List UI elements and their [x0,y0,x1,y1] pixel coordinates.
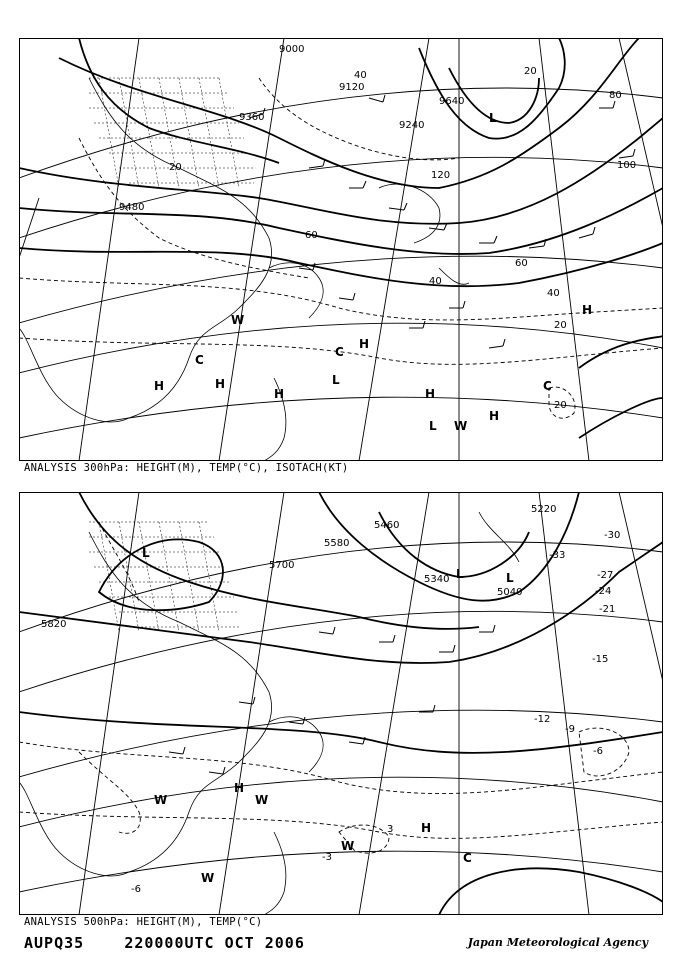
contour-label: 5040 [497,587,523,598]
high-center: H [489,409,500,423]
isotach-label: 40 [429,276,442,287]
high-center: H [234,781,245,795]
warm-center: W [201,871,215,885]
temp-label: -9 [565,724,575,735]
temp-label: -6 [593,746,603,757]
temp-label: -24 [595,586,612,597]
map-500hpa-graphics [19,492,663,915]
chart-datetime: 220000UTC OCT 2006 [124,934,305,952]
low-center: L [489,111,497,125]
wind-barbs [249,95,635,348]
analysis-300hpa-map [19,38,663,461]
chart-code: AUPQ35 [24,934,85,952]
temp-label: -3 [322,852,332,863]
analysis-500hpa-map [19,492,663,915]
warm-center: W [454,419,468,433]
isotach-label: 120 [431,170,451,181]
temp-label: -12 [534,714,551,725]
cold-center: C [463,851,472,865]
cold-center: C [195,353,204,367]
warm-center: W [231,313,245,327]
contour-label: 5820 [41,619,67,630]
agency-name: Japan Meteorological Agency [467,936,648,949]
temp-label: -6 [131,884,141,895]
warm-center: W [341,839,355,853]
isotach-label: 100 [617,160,637,171]
contour-label: 9360 [239,112,265,123]
isotach-label: 60 [515,258,528,269]
isotach-label: 80 [609,90,622,101]
isotherm-contours [19,522,663,853]
coastlines [19,78,469,461]
high-center: H [154,379,165,393]
chart-identifier [24,934,305,952]
high-center: H [215,377,226,391]
isotach-label: 20 [554,400,567,411]
high-center: H [359,337,370,351]
high-center: H [582,303,593,317]
contour-label: 5340 [424,574,450,585]
high-center: H [274,387,285,401]
contour-label: 9240 [399,120,425,131]
caption-500hpa: ANALYSIS 500hPa: HEIGHT(M), TEMP(°C) [24,916,263,928]
contour-label: 9120 [339,82,365,93]
graticule [19,38,663,461]
contour-label: 5460 [374,520,400,531]
pressure-centers-300 [154,111,592,433]
contour-label: 9640 [439,96,465,107]
temp-label: -21 [599,604,616,615]
low-center: L [142,546,150,560]
cold-center: C [335,345,344,359]
height-contours [19,38,663,438]
low-center: L [332,373,340,387]
contour-label: 5580 [324,538,350,549]
isotach-label: 60 [305,230,318,241]
temp-label: -33 [549,550,566,561]
contour-label: 9480 [119,202,145,213]
isotach-label: 40 [354,70,367,81]
isotach-label: 40 [547,288,560,299]
cold-center: C [543,379,552,393]
map-frame [20,39,663,461]
isotach-label: 20 [169,162,182,173]
contour-label: 5220 [531,504,557,515]
temp-label: -15 [592,654,609,665]
high-center: H [421,821,432,835]
temp-label: -30 [604,530,621,541]
temp-label: 3 [387,824,394,835]
temp-label: -27 [597,570,614,581]
contour-label: 9000 [279,44,305,55]
low-center: L [429,419,437,433]
contour-label: 5700 [269,560,295,571]
map-300hpa-graphics [19,38,663,461]
isotach-label: 20 [554,320,567,331]
low-center: L [506,571,514,585]
warm-center: W [154,793,168,807]
warm-center: W [255,793,269,807]
low-center: L [456,567,464,581]
isotherm-contours [19,78,663,418]
caption-300hpa: ANALYSIS 300hPa: HEIGHT(M), TEMP(°C), ISOTACH(KT) [24,462,349,474]
temp-labels-500 [131,530,620,895]
contour-labels-300 [119,44,464,213]
isotach-label: 20 [524,66,537,77]
high-center: H [425,387,436,401]
